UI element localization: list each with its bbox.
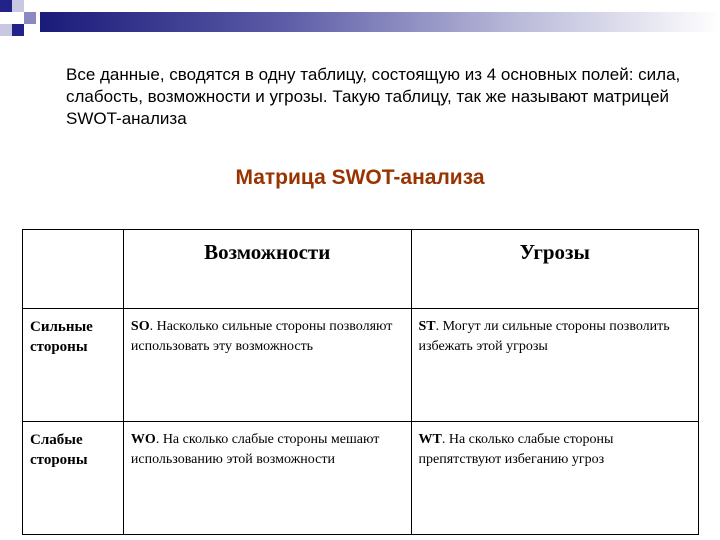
- text-so: . Насколько сильные стороны позволяют использовать эту возможность: [130, 319, 393, 354]
- header-opportunities: Возможности: [123, 230, 411, 309]
- cell-st: [411, 309, 699, 422]
- swot-matrix-table: [22, 229, 699, 535]
- row-label-strengths: Сильные стороны: [23, 309, 124, 422]
- deco-square: [0, 24, 12, 36]
- deco-square: [12, 0, 24, 12]
- deco-square: [0, 0, 12, 12]
- header-threats: Угрозы: [411, 230, 699, 309]
- page-title: Матрица SWOT-анализа: [235, 166, 485, 189]
- table-header-row: [23, 230, 699, 309]
- intro-paragraph: Все данные, сводятся в одну таблицу, состоящую из 4 основных полей: сила, слабость, возможности и угрозы. Такую таблицу, так же называют матрицей SWOT-анализа: [66, 65, 681, 128]
- code-so: SO: [130, 319, 150, 334]
- table-row-strengths: [23, 309, 699, 422]
- text-wo: . На сколько слабые стороны мешают использованию этой возможности: [130, 432, 380, 467]
- code-st: ST: [418, 319, 436, 334]
- table-row-weaknesses: [23, 422, 699, 535]
- cell-so: [123, 309, 411, 422]
- code-wo: WO: [130, 432, 156, 447]
- code-wt: WT: [418, 432, 442, 447]
- slide-header-decoration: [0, 0, 720, 40]
- header-gradient-bar: [40, 12, 720, 32]
- text-wt: . На сколько слабые стороны препятствуют избеганию угроз: [418, 432, 614, 467]
- row-label-weaknesses: Слабые стороны: [23, 422, 124, 535]
- text-st: . Могут ли сильные стороны позволить избежать этой угрозы: [418, 319, 670, 354]
- cell-wo: [123, 422, 411, 535]
- corner-cell: [23, 230, 124, 309]
- deco-square: [24, 12, 36, 24]
- deco-square: [12, 24, 24, 36]
- cell-wt: [411, 422, 699, 535]
